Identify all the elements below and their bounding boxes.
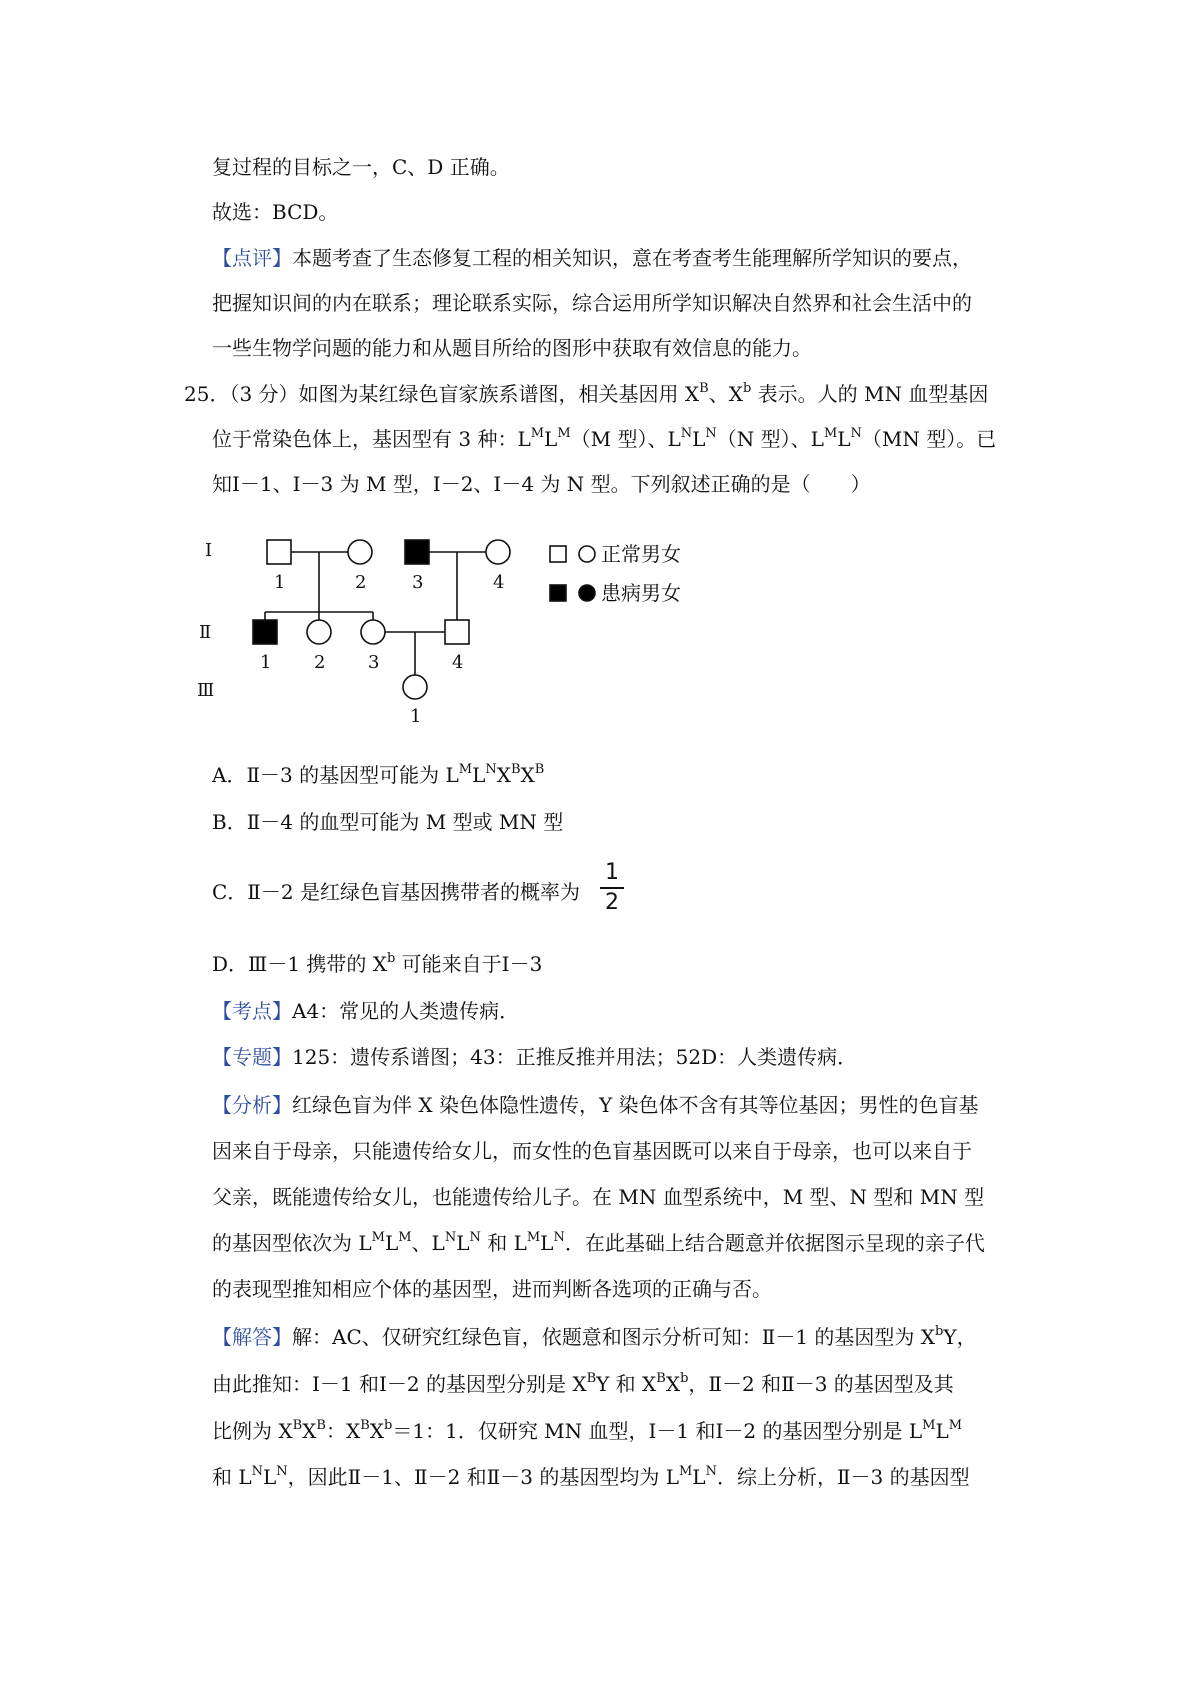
fenxi-line-5: 的表现型推知相应个体的基因型，进而判断各选项的正确与否。 <box>212 1277 772 1301</box>
pedigree-I-4-female <box>486 540 510 564</box>
pedigree-number: 1 <box>260 652 272 673</box>
pingjia-line-2: 把握知识间的内在联系；理论联系实际，综合运用所学知识解决自然界和社会生活中的 <box>212 291 972 315</box>
kaodian-tag: 【考点】 <box>212 999 292 1023</box>
pedigree-chart <box>197 540 765 740</box>
jieda-line-1: 【解答】解：AC、仅研究红绿色盲，依题意和图示分析可知：Ⅱ－1 的基因型为 $X^bY$， <box>212 1324 977 1349</box>
fenxi-line-1: 【分析】红绿色盲为伴 X 染色体隐性遗传，Y 染色体不含有其等位基因；男性的色盲基 <box>212 1093 979 1117</box>
text-line: 复过程的目标之一，C、D 正确。 <box>212 155 510 179</box>
question-line-3: 知Ⅰ－1、Ⅰ－3 为 M 型，Ⅰ－2、Ⅰ－4 为 N 型。下列叙述正确的是（ ） <box>212 472 871 496</box>
jieda-line-3: 比例为 $X^BX^B$：$X^BX^b=1$：1．仅研究 MN 血型，Ⅰ－1 和Ⅰ－2 的基因型分别是 $L^ML^M$ <box>212 1418 963 1443</box>
zhuanti-line: 【专题】125：遗传系谱图；43：正推反推并用法；52D：人类遗传病． <box>212 1045 858 1069</box>
option-d: D．Ⅲ－1 携带的 $X^b$ 可能来自于Ⅰ－3 <box>212 951 543 976</box>
generation-label-I: Ⅰ <box>205 540 213 561</box>
jieda-line-4: 和 $L^NL^N$，因此Ⅱ－1、Ⅱ－2 和Ⅱ－3 的基因型均为 $L^ML^N$．综上分析，Ⅱ－3 的基因型 <box>212 1464 970 1489</box>
jieda-line-2: 由此推知：Ⅰ－1 和Ⅰ－2 的基因型分别是 $X^BY$ 和 $X^BX^b$，Ⅱ－2 和Ⅱ－3 的基因型及其 <box>212 1371 954 1396</box>
option-c: C．Ⅱ－2 是红绿色盲基因携带者的概率为 <box>212 880 580 904</box>
zhuanti-tag: 【专题】 <box>212 1045 292 1069</box>
pedigree-II-1-affected-male <box>253 620 277 644</box>
pedigree-number: 2 <box>314 652 326 673</box>
generation-label-III: Ⅲ <box>197 680 215 701</box>
pedigree-I-2-female <box>348 540 372 564</box>
pedigree-III-1-female <box>403 675 427 699</box>
question-line-1: 25．（3 分）如图为某红绿色盲家族系谱图，相关基因用 $X^B$、$X^b$ 表示。人的 MN 血型基因 <box>184 381 989 406</box>
pedigree-number: 1 <box>274 572 286 593</box>
jieda-tag: 【解答】 <box>212 1325 292 1349</box>
legend-affected-label: 患病男女 <box>601 581 681 605</box>
legend-normal-label: 正常男女 <box>601 542 681 566</box>
pedigree-number: 3 <box>368 652 380 673</box>
fenxi-line-4: 的基因型依次为 $L^ML^M$、$L^NL^N$ 和 $L^ML^N$．在此基础上结合题意并依据图示呈现的亲子代 <box>212 1230 985 1255</box>
pedigree-number: 4 <box>452 652 464 673</box>
legend-affected-male-icon <box>550 585 566 601</box>
legend-normal-male-icon <box>550 546 566 562</box>
fenxi-tag: 【分析】 <box>212 1093 292 1117</box>
pingjia-line-3: 一些生物学问题的能力和从题目所给的图形中获取有效信息的能力。 <box>212 336 812 360</box>
legend-normal-female-icon <box>579 546 595 562</box>
fraction-one-half: 1 2 <box>600 860 624 916</box>
question-line-2: 位于常染色体上，基因型有 3 种：$L^ML^M(M$ 型）、$L^NL^N(N$ 型）、$L^ML^N(MN$ 型）。已 <box>212 426 997 451</box>
pedigree-I-1-male <box>267 540 291 564</box>
pedigree-I-3-affected-male <box>405 540 429 564</box>
pingjia-tag: 【点评】 <box>212 246 292 270</box>
legend-affected-female-icon <box>579 585 595 601</box>
kaodian-line: 【考点】A4：常见的人类遗传病． <box>212 999 520 1023</box>
generation-label-II: Ⅱ <box>199 622 212 643</box>
pedigree-II-4-male <box>445 620 469 644</box>
answer-line: 故选：BCD。 <box>212 200 339 224</box>
pedigree-II-3-female <box>361 620 385 644</box>
option-a: A．Ⅱ－3 的基因型可能为 $L^ML^NX^BX^B$ <box>212 762 545 787</box>
fenxi-line-2: 因来自于母亲，只能遗传给女儿，而女性的色盲基因既可以来自于母亲，也可以来自于 <box>212 1139 972 1163</box>
fenxi-line-3: 父亲，既能遗传给女儿，也能遗传给儿子。在 MN 血型系统中，M 型、N 型和 MN 型 <box>212 1185 985 1209</box>
pedigree-number: 4 <box>493 572 505 593</box>
pedigree-number: 1 <box>410 706 422 727</box>
pedigree-number: 2 <box>355 572 367 593</box>
option-b: B．Ⅱ－4 的血型可能为 M 型或 MN 型 <box>212 810 564 834</box>
pingjia-line-1 <box>212 243 1032 273</box>
pedigree-II-2-female <box>307 620 331 644</box>
pedigree-number: 3 <box>412 572 424 593</box>
pingjia-text: 本题考查了生态修复工程的相关知识，意在考查考生能理解所学知识的要点， <box>292 246 972 270</box>
